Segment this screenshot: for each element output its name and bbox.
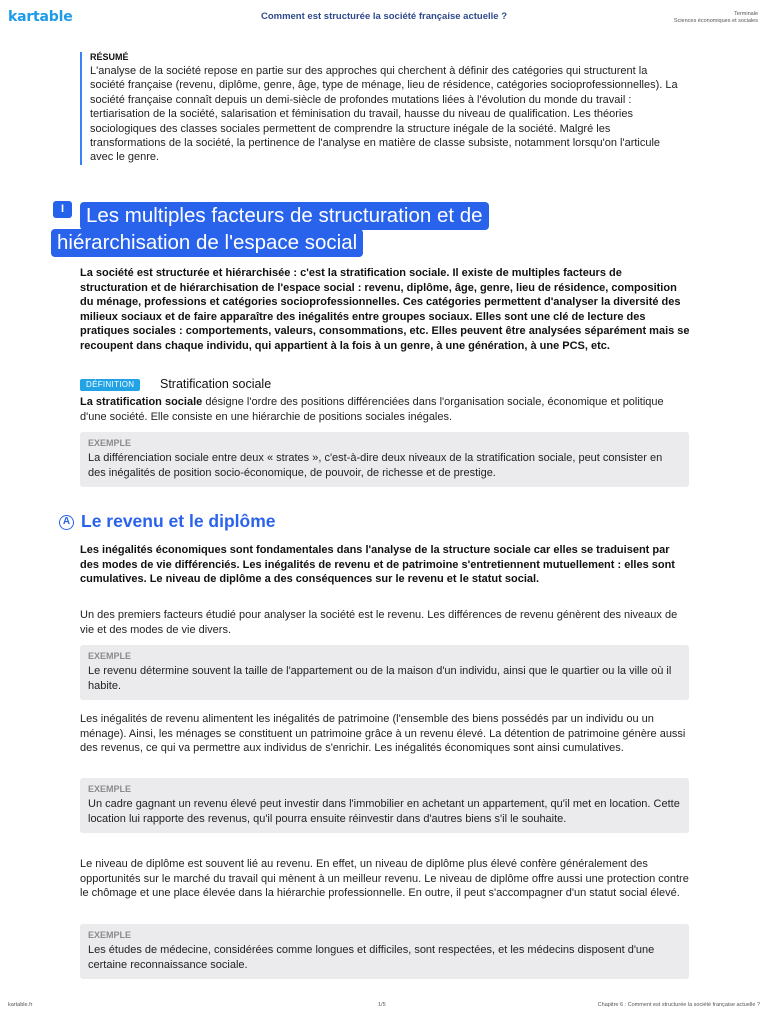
subsection-intro: Les inégalités économiques sont fondamentales dans l'analyse de la structure sociale car elles se traduisent par des modes de vie différenciés. Les inégalités de revenu et de patrimoine s'entretiennent mutuellement : elles sont cumulatives. Le niveau de diplôme a des conséquences sur le revenu et le statut social. <box>80 544 675 586</box>
kartable-logo[interactable]: kartable <box>8 9 73 25</box>
paragraph-revenu: Un des premiers facteurs étudié pour analyser la société est le revenu. Les différences de revenu génèrent des niveaux de vie et des modes de vie divers. <box>80 609 678 636</box>
definition-body: désigne l'ordre des positions différenciées dans l'organisation sociale, économique et politique d'une société. Elle consiste en une hiérarchie de positions sociales inégales. <box>80 396 664 423</box>
example-text: La différenciation sociale entre deux « strates », c'est-à-dire deux niveaux de la stratification sociale, peut consister en des inégalités de position socio-économique, de pouvoir, de richesse et de prestige. <box>88 452 663 479</box>
example-label: EXEMPLE <box>88 438 132 448</box>
paragraph-patrimoine: Les inégalités de revenu alimentent les inégalités de patrimoine (l'ensemble des biens possédés par un individu ou un ménage). Ainsi, les ménages se constituent un patrimoine grâce à un revenu élevé. La détention de patrimoine génère aussi des revenus, ce qui va permettre aux individus de s'enrichir. Les inégalités économiques sont ainsi cumulatives. <box>80 713 686 755</box>
section-number-badge: I <box>53 201 72 218</box>
definition-title: Stratification sociale <box>160 377 272 391</box>
footer-chapter: Chapitre 6 : Comment est structurée la société française actuelle ? <box>597 1002 760 1008</box>
paragraph-diplome: Le niveau de diplôme est souvent lié au revenu. En effet, un niveau de diplôme plus élevé confère généralement des opportunités sur le marché du travail qui mènent à un meilleur revenu. Le niveau de diplôme offre aussi une protection contre le chômage et une place élevée dans la hiérarchie professionnelle. En outre, il peut s'accompagner d'un statut social élevé. <box>80 858 689 900</box>
definition-badge: DÉFINITION <box>80 379 140 391</box>
document-title: Comment est structurée la société française actuelle ? <box>260 11 508 22</box>
section-intro: La société est structurée et hiérarchisée : c'est la stratification sociale. Il existe de multiples facteurs de structuration et de hiérarchisation de l'espace social : revenu, diplôme, âge, genre, lieu de résidence, composition du ménage, professions et catégories socioprofessionnelles. Ces catégories permettent d'analyser la diversité des milieux sociaux et de faire apparaître des inégalités entre groupes sociaux. Elles sont une clé de lecture des pratiques sociales : comportements, valeurs, consommations, etc. Elles peuvent être analysées séparément mais se recoupent dans chaque individu, qui appartient à la fois à un genre, à une génération, à une PCS, etc. <box>80 267 690 352</box>
subsection-title: Le revenu et le diplôme <box>81 511 276 531</box>
subject-label: Sciences économiques et sociales <box>673 17 758 24</box>
example-box <box>80 924 689 979</box>
example-text: Les études de médecine, considérées comme longues et difficiles, sont respectées, et les médecins disposent d'une certaine reconnaissance sociale. <box>88 944 655 971</box>
level-label: Terminale <box>734 11 758 17</box>
document-meta <box>674 11 758 24</box>
footer-site[interactable]: kartable.fr <box>8 1002 33 1008</box>
subsection-letter-badge: A <box>59 515 74 530</box>
section-title-line-2: hiérarchisation de l'espace social <box>51 229 363 257</box>
example-label: EXEMPLE <box>88 930 132 940</box>
summary-text: L'analyse de la société repose en partie sur des approches qui cherchent à définir des catégories qui structurent la société française (revenu, diplôme, genre, âge, type de ménage, lieu de résidence, catégories socioprofessionnelles). La société française connaît depuis un demi-siècle de profondes mutations liées à l'évolution du monde du travail : tertiarisation de la société, salarisation et féminisation du travail, hausse du niveau de qualification. Les théories sociologiques des classes sociales permettent de comprendre la structure inégale de la société. Malgré les transformations de la société, la pertinence de l'analyse en matière de classe subsiste, notamment lorsqu'on l'articule avec le genre. <box>90 65 678 164</box>
example-box <box>80 432 689 487</box>
example-label: EXEMPLE <box>88 651 132 661</box>
summary-title: RÉSUMÉ <box>90 52 129 62</box>
section-title-line-1: Les multiples facteurs de structuration et de <box>80 202 489 230</box>
example-text: Le revenu détermine souvent la taille de l'appartement ou de la maison d'un individu, ainsi que le quartier ou la ville où il habite. <box>88 665 672 692</box>
definition-text <box>80 395 690 424</box>
definition-term: La stratification sociale <box>80 396 203 408</box>
example-box <box>80 778 689 833</box>
summary-block <box>80 52 680 165</box>
example-box <box>80 645 689 700</box>
example-label: EXEMPLE <box>88 784 132 794</box>
footer-page-number: 1/5 <box>378 1002 386 1008</box>
example-text: Un cadre gagnant un revenu élevé peut investir dans l'immobilier en achetant un appartement, qu'il met en location. Cette location lui rapporte des revenus, qu'il pourra ensuite réinvestir dans d'autres biens s'il le souhaite. <box>88 798 680 825</box>
